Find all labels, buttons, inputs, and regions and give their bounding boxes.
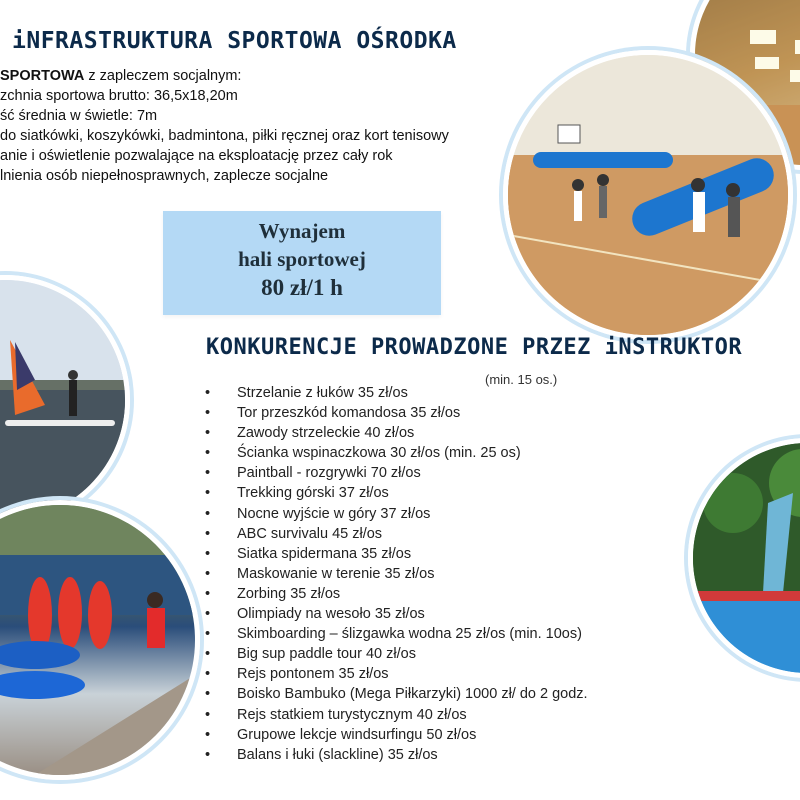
list-item: • Trekking górski 37 zł/os <box>205 483 588 503</box>
facility-line-5: anie i oświetlenie pozwalające na eksploatację przez cały rok <box>0 148 393 164</box>
facility-line-3: ść średnia w świetle: 7m <box>0 108 158 124</box>
price-box-line-1: Wynajem <box>258 219 346 243</box>
activities-title: KONKURENCJE PROWADZONE PRZEZ iNSTRUKTOR <box>206 335 743 360</box>
water-slide-park-photo <box>688 438 800 678</box>
facility-description <box>0 66 449 186</box>
list-item: • Nocne wyjście w góry 37 zł/os <box>205 504 588 524</box>
list-item: • Siatka spidermana 35 zł/os <box>205 544 588 564</box>
hall-rental-price-box <box>163 211 441 315</box>
list-item: • Grupowe lekcje windsurfingu 50 zł/os <box>205 725 588 745</box>
windsurfing-photo <box>0 275 130 525</box>
list-item: • Balans i łuki (slackline) 35 zł/os <box>205 745 588 765</box>
facility-line-1 <box>0 66 449 86</box>
list-item: • ABC survivalu 45 zł/os <box>205 524 588 544</box>
facility-line-1-bold: SPORTOWA <box>0 68 85 84</box>
list-item: • Boisko Bambuko (Mega Piłkarzyki) 1000 zł/ do 2 godz. <box>205 684 588 704</box>
facility-line-6: lnienia osób niepełnosprawnych, zaplecze socjalne <box>0 168 329 184</box>
price-box-line-2: hali sportowej <box>238 247 366 271</box>
activities-min-note: (min. 15 os.) <box>485 372 558 387</box>
list-item: • Paintball - rozgrywki 70 zł/os <box>205 463 588 483</box>
list-item: • Zorbing 35 zł/os <box>205 584 588 604</box>
facility-line-1-rest: z zapleczem socjalnym: <box>84 68 242 84</box>
activities-list <box>205 383 588 765</box>
list-item: • Rejs pontonem 35 zł/os <box>205 664 588 684</box>
list-item: • Ścianka wspinaczkowa 30 zł/os (min. 25 os) <box>205 443 588 463</box>
facility-line-2: zchnia sportowa brutto: 36,5x18,20m <box>0 88 238 104</box>
price-box-line-3: 80 zł/1 h <box>261 275 343 300</box>
facility-line-4: do siatkówki, koszykówki, badmintona, piłki ręcznej oraz kort tenisowy <box>0 128 449 144</box>
list-item: • Zawody strzeleckie 40 zł/os <box>205 423 588 443</box>
kayaks-pier-photo <box>0 500 200 780</box>
list-item: • Big sup paddle tour 40 zł/os <box>205 644 588 664</box>
list-item: • Skimboarding – ślizgawka wodna 25 zł/os (min. 10os) <box>205 624 588 644</box>
list-item: • Maskowanie w terenie 35 zł/os <box>205 564 588 584</box>
list-item: • Tor przeszkód komandosa 35 zł/os <box>205 403 588 423</box>
list-item: • Strzelanie z łuków 35 zł/os <box>205 383 588 403</box>
list-item: • Olimpiady na wesoło 35 zł/os <box>205 604 588 624</box>
facility-title: iNFRASTRUKTURA SPORTOWA OŚRODKA <box>12 28 457 54</box>
list-item: • Rejs statkiem turystycznym 40 zł/os <box>205 705 588 725</box>
gym-games-photo <box>503 50 793 340</box>
